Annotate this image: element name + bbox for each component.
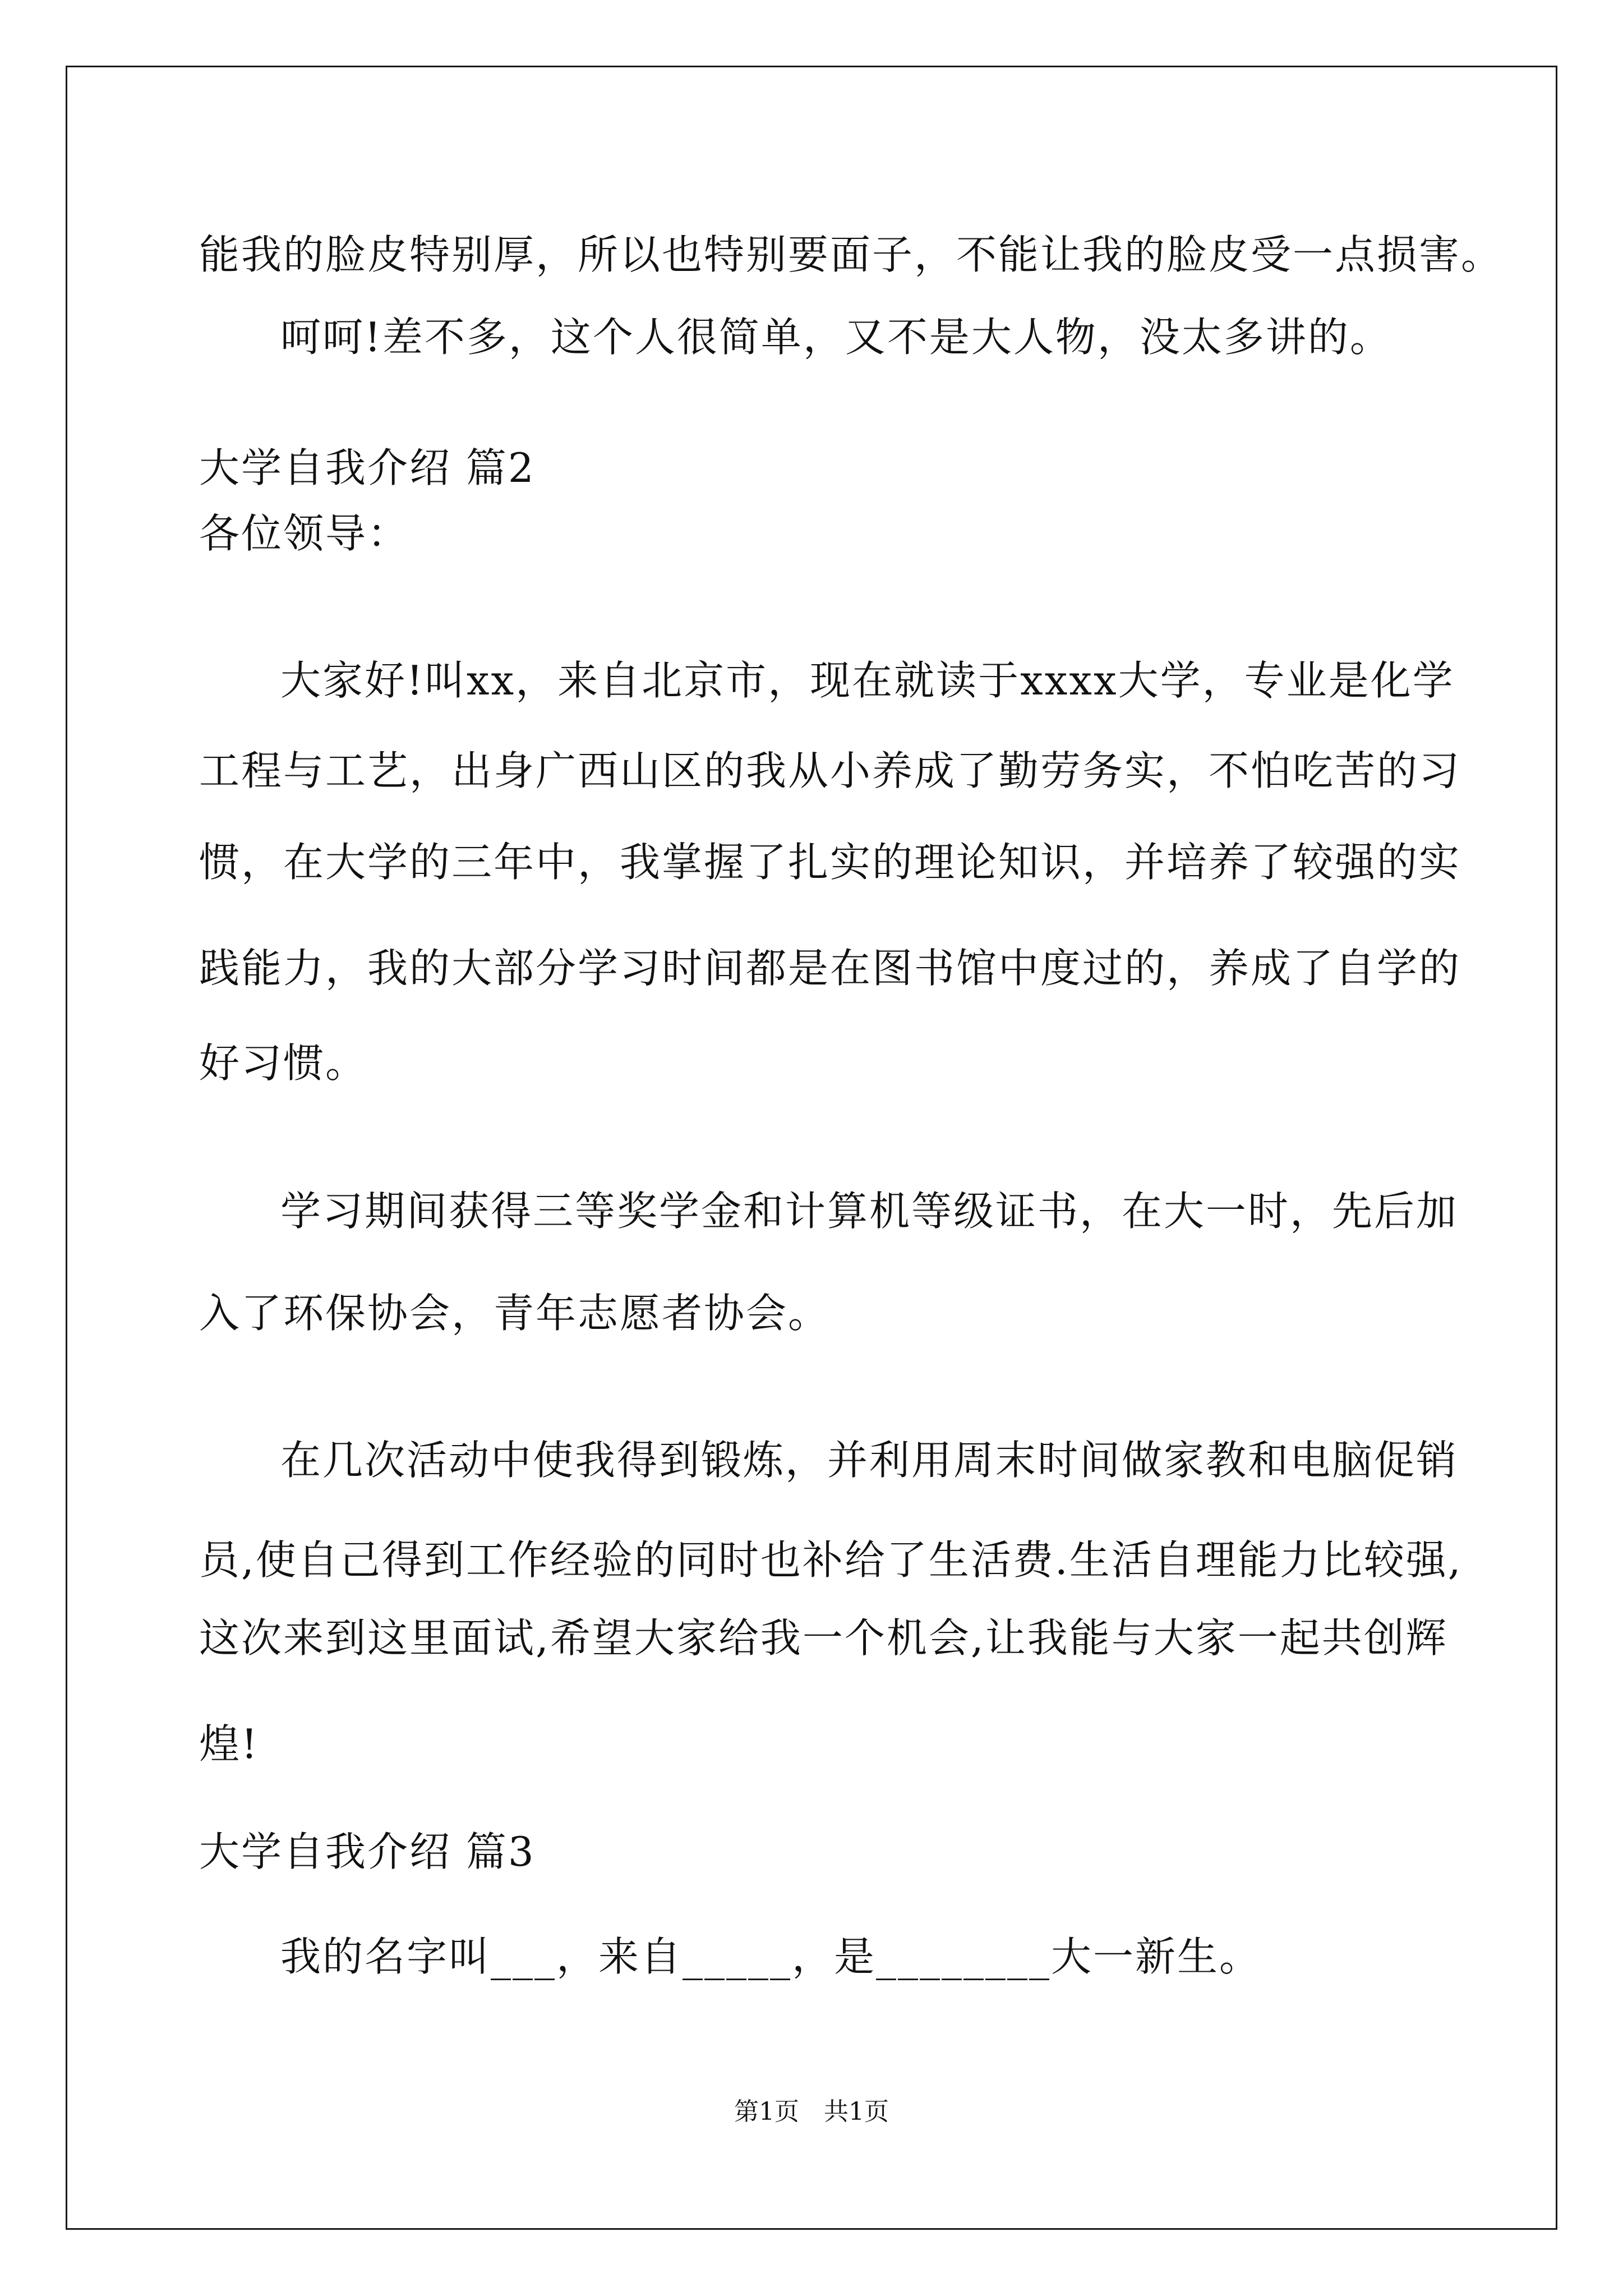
paragraph-line: 呵呵!差不多，这个人很简单，又不是大人物，没太多讲的。 [280,314,1392,361]
paragraph-line: 好习惯。 [199,1039,368,1087]
paragraph-line: 这次来到这里面试,希望大家给我一个机会,让我能与大家一起共创辉 [199,1614,1448,1662]
paragraph-line: 能我的脸皮特别厚，所以也特别要面子，不能让我的脸皮受一点损害。 [199,231,1504,278]
page-border [66,66,1557,2230]
paragraph-line: 煌! [199,1720,259,1768]
section-heading: 大学自我介绍 篇3 [199,1828,536,1875]
page-footer: 第1页 共1页 [734,2097,889,2126]
paragraph-line: 在几次活动中使我得到锻炼，并利用周末时间做家教和电脑促销 [280,1437,1459,1484]
section-heading: 大学自我介绍 篇2 [199,444,536,491]
paragraph-line: 惯，在大学的三年中，我掌握了扎实的理论知识，并培养了较强的实 [199,839,1461,886]
paragraph-line: 工程与工艺，出身广西山区的我从小养成了勤劳务实，不怕吃苦的习 [199,747,1461,794]
paragraph-line: 大家好!叫xx，来自北京市，现在就读于xxxx大学，专业是化学 [280,657,1455,704]
paragraph-line: 员,使自己得到工作经验的同时也补给了生活费.生活自理能力比较强, [199,1536,1463,1584]
paragraph-line: 我的名字叫___，来自_____，是________大一新生。 [280,1933,1262,1980]
paragraph-line: 入了环保协会，青年志愿者协会。 [199,1290,831,1337]
paragraph-line: 践能力，我的大部分学习时间都是在图书馆中度过的，养成了自学的 [199,945,1461,992]
paragraph-line: 学习期间获得三等奖学金和计算机等级证书，在大一时，先后加 [280,1188,1459,1235]
salutation: 各位领导： [199,510,410,557]
